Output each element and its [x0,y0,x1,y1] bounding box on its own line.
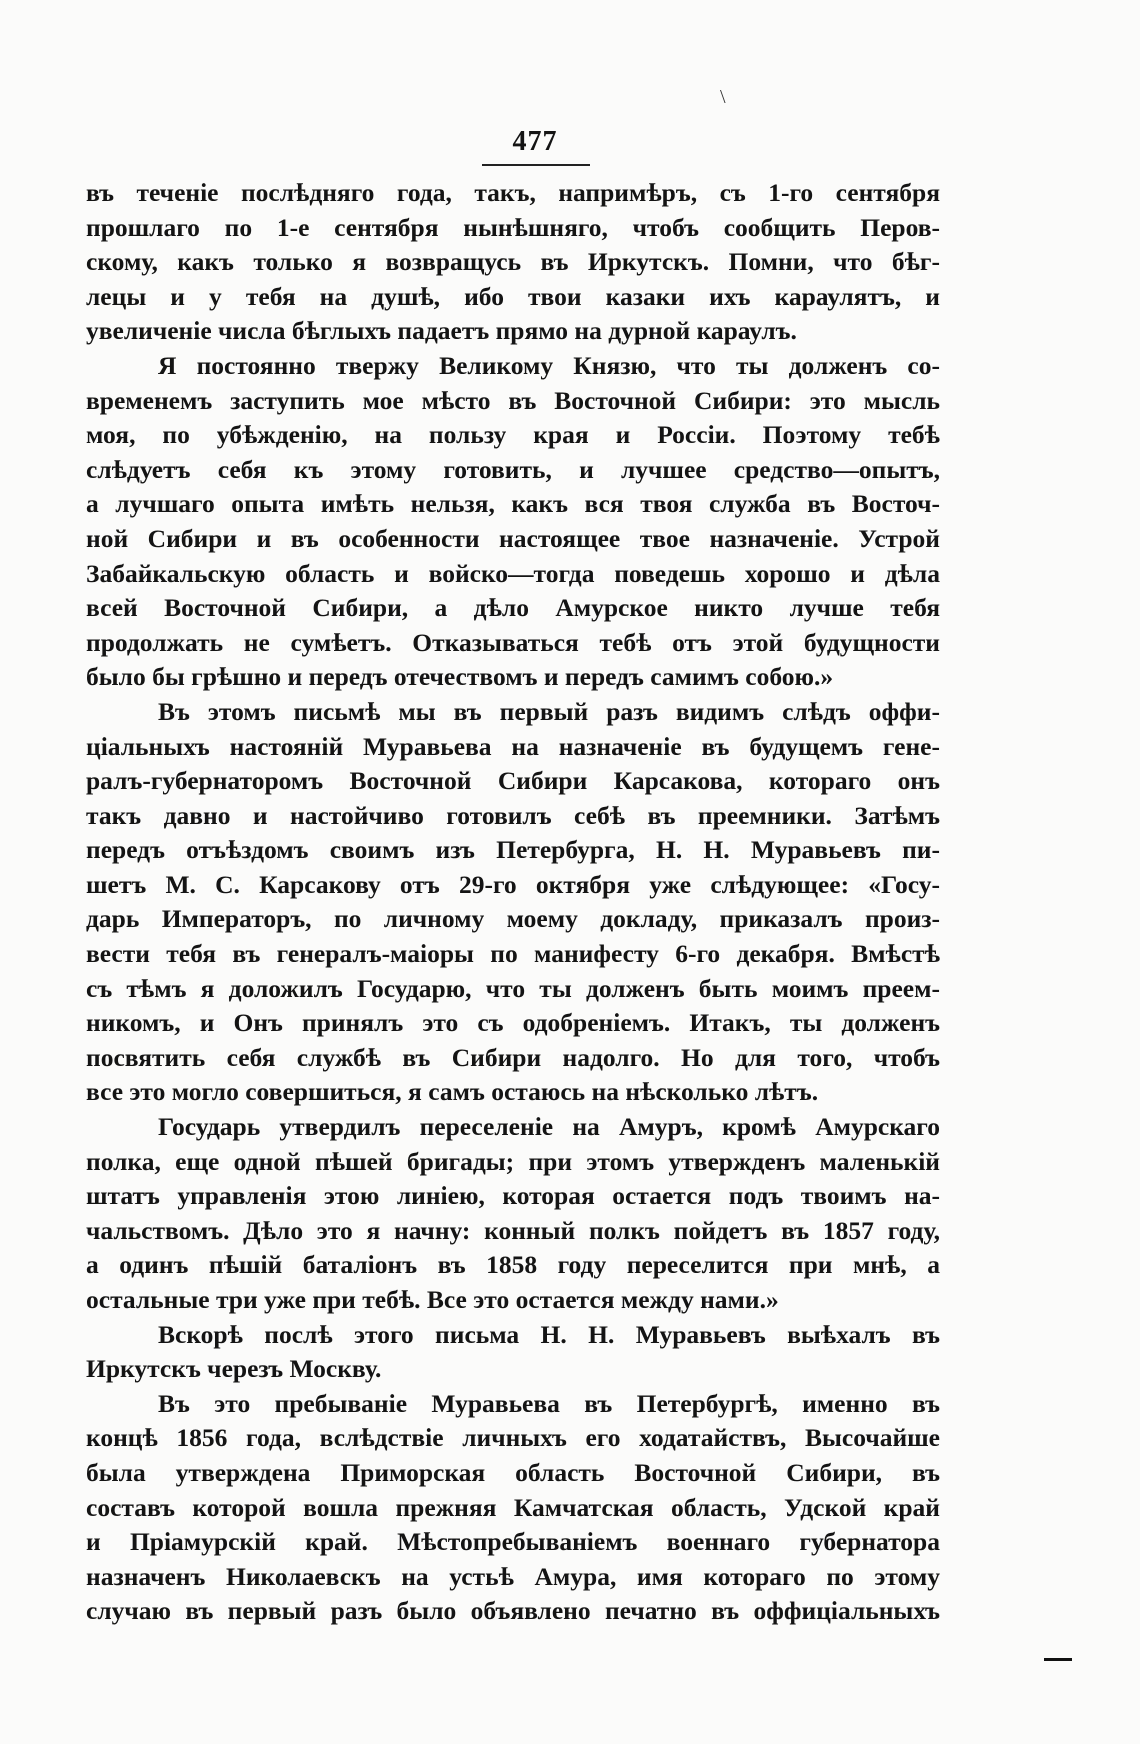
text-line: все это могло совершиться, я самъ остаюсь на нѣсколько лѣтъ. [86,1077,819,1107]
text-line: Иркутскъ черезъ Москву. [86,1354,382,1384]
text-line: составъ которой вошла прежняя Камчатская область, Удской край [86,1492,940,1522]
text-line: дарь Императоръ, по личному моему докладу, приказалъ произ- [86,904,940,934]
text-line: продолжать не сумѣетъ. Отказываться тебѣ отъ этой будущности [86,627,940,657]
text-line: была утверждена Приморская область Восточной Сибири, въ [86,1457,940,1487]
body-text [86,176,940,1629]
text-line: назначенъ Николаевскъ на устьѣ Амура, имя котораго по этому [86,1561,940,1591]
text-line: Я постоянно твержу Великому Князю, что ты долженъ со- [158,350,940,380]
text-line: слѣдуетъ себя къ этому готовить, и лучшее средство—опытъ, [86,454,940,484]
text-line: Въ этомъ письмѣ мы въ первый разъ видимъ слѣдъ оффи- [158,696,940,726]
text-line: ралъ-губернаторомъ Восточной Сибири Карсакова, котораго онъ [86,766,940,796]
text-line: моя, по убѣжденію, на пользу края и Россіи. Поэтому тебѣ [86,420,940,450]
margin-mark [1044,1658,1072,1661]
text-line: лецы и у тебя на душѣ, ибо твои казаки ихъ караулятъ, и [86,281,940,311]
text-line: а лучшаго опыта имѣть нельзя, какъ вся твоя служба въ Восточ- [86,489,940,519]
page-number: 477 [512,126,558,157]
text-line: съ тѣмъ я доложилъ Государю, что ты долженъ быть моимъ преем- [86,973,940,1003]
text-line: Вскорѣ послѣ этого письма Н. Н. Муравьевъ выѣхалъ въ [158,1319,940,1349]
text-line: ціальныхъ настояній Муравьева на назначеніе въ будущемъ гене- [86,731,940,761]
text-line: случаю въ первый разъ было объявлено печатно въ оффиціальныхъ [86,1596,940,1626]
text-line: такъ давно и настойчиво готовилъ себѣ въ преемники. Затѣмъ [86,800,940,830]
text-line: и Пріамурскій край. Мѣстопребываніемъ военнаго губернатора [86,1527,940,1557]
text-line: въ теченіе послѣдняго года, такъ, напримѣръ, съ 1-го сентября [86,178,940,207]
text-line: скому, какъ только я возвращусь въ Иркутскъ. Помни, что бѣг- [86,247,940,277]
text-line: временемъ заступить мое мѣсто въ Восточной Сибири: это мысль [86,385,940,415]
text-line: вести тебя въ генералъ-маіоры по манифесту 6-го декабря. Вмѣстѣ [86,939,940,969]
text-line: шетъ М. С. Карсакову отъ 29-го октября уже слѣдующее: «Госу- [86,869,940,899]
text-line: Забайкальскую область и войско—тогда поведешь хорошо и дѣла [86,558,940,588]
text-line: посвятить себя службѣ въ Сибири надолго. Но для того, чтобъ [86,1042,940,1072]
text-line: всей Восточной Сибири, а дѣло Амурское никто лучше тебя [86,593,940,623]
text-line: было бы грѣшно и передъ отечествомъ и передъ самимъ собою.» [86,662,834,692]
text-line: штатъ управленія этою линіею, которая остается подъ твоимъ на- [86,1181,940,1211]
margin-speck: \ [720,86,726,108]
text-line: увеличеніе числа бѣглыхъ падаетъ прямо на дурной караулъ. [86,316,797,346]
text-line: прошлаго по 1-е сентября нынѣшняго, чтобъ сообщить Перов- [86,212,940,242]
text-line: Государь утвердилъ переселеніе на Амуръ, кромѣ Амурскаго [158,1112,940,1142]
text-line: чальствомъ. Дѣло это я начну: конный полкъ пойдетъ въ 1857 году, [86,1215,940,1245]
text-line: Въ это пребываніе Муравьева въ Петербургѣ, именно въ [158,1388,940,1418]
text-line: передъ отъѣздомъ своимъ изъ Петербурга, Н. Н. Муравьевъ пи- [86,835,940,865]
text-line: остальные три уже при тебѣ. Все это остается между нами.» [86,1285,779,1314]
page-number-rule [482,164,590,166]
text-line: полка, еще одной пѣшей бригады; при этомъ утвержденъ маленькій [86,1146,940,1176]
text-line: ной Сибири и въ особенности настоящее твое назначеніе. Устрой [86,523,940,553]
text-line: концѣ 1856 года, вслѣдствіе личныхъ его ходатайствъ, Высочайше [86,1423,940,1453]
text-line: никомъ, и Онъ принялъ это съ одобреніемъ. Итакъ, ты долженъ [86,1008,940,1038]
text-line: а одинъ пѣшій баталіонъ въ 1858 году переселится при мнѣ, а [86,1250,940,1280]
